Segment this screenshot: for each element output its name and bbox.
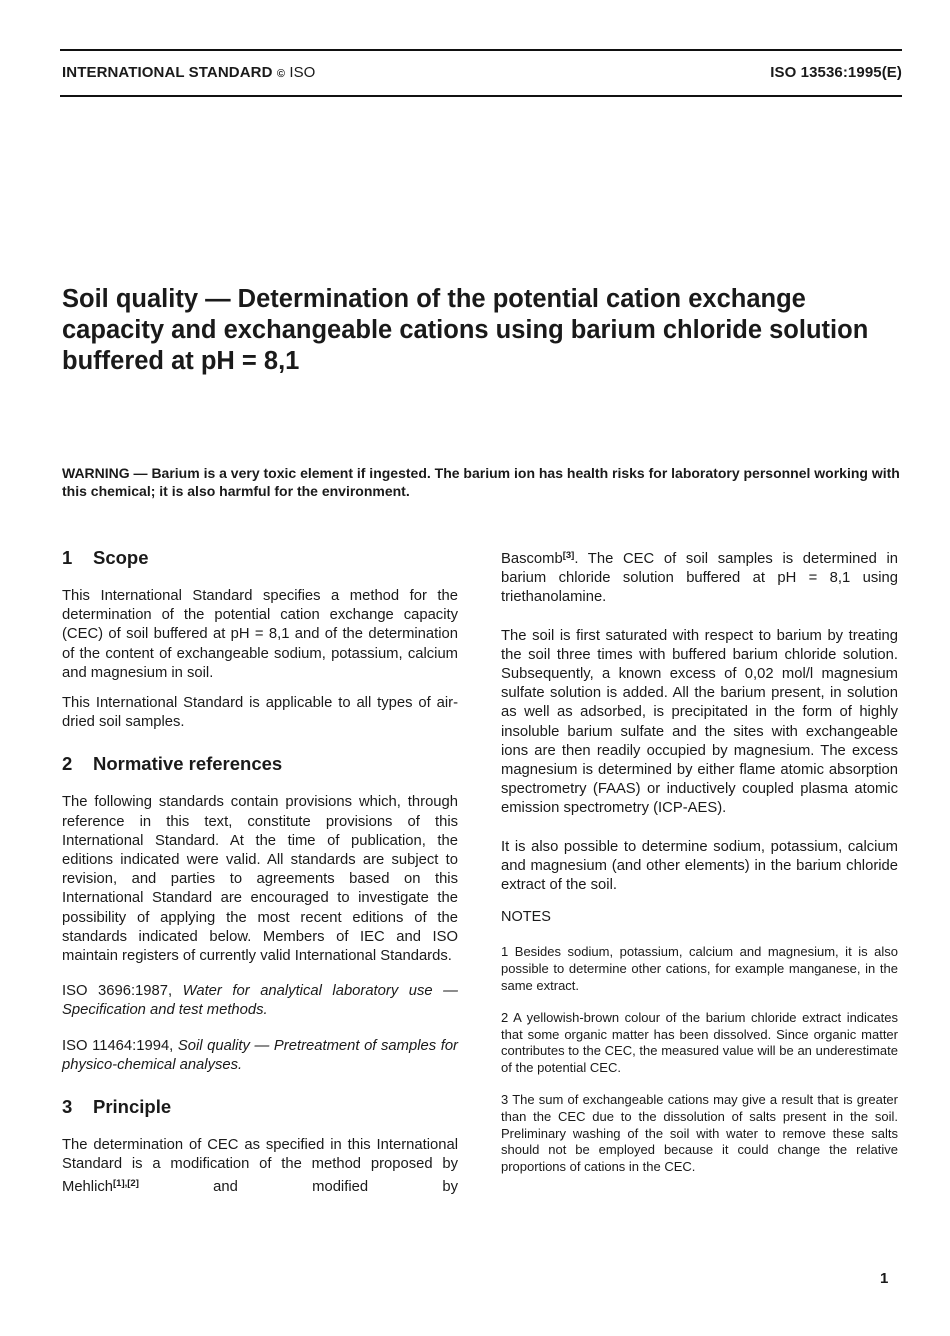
normative-intro: The following standards contain provisions which, through reference in this text, constitute provisions of this International Standard. At the time of publication, the editions indicated were valid. All standards are subject to revision, and parties to agreements based on this International Standard are encouraged to investigate the possibility of applying the most recent editions of the standards indicated below. Members of IEC and ISO maintain registers of currently valid International Standards.	[62, 794, 458, 965]
principle-paragraph: The soil is first saturated with respect to barium by treating the soil three times with buffered barium chloride solution. Subsequently, a known excess of 0,02 mol/l magnesium sulfate solution is added. All the barium present, in solution as well as adsorbed, is precipitated in the form of highly insoluble barium sulfate and the sites with exchangeable ions are then readily occupied by magnesium. The excess magnesium is determined by either flame atomic absorption spectrometry (FAAS) or inductively coupled plasma atomic emission spectrometry (ICP-AES).	[501, 627, 898, 817]
header-org: ISO	[289, 64, 316, 81]
principle-paragraph: The determination of CEC as specified in this International Standard is a modification of the method proposed by Mehlich[1],[2] and modified by	[62, 1137, 458, 1196]
citation-ref: [1],[2]	[113, 1178, 139, 1190]
principle-paragraph: It is also possible to determine sodium, potassium, calcium and magnesium (and other elements) in the barium chloride extract of the soil.	[501, 838, 898, 894]
citation-ref: [3]	[562, 550, 575, 561]
header-left	[62, 64, 315, 81]
normative-reference: ISO 11464:1994, Soil quality — Pretreatment of samples for physico-chemical analyses.	[62, 1037, 458, 1073]
page-number: 1	[880, 1270, 889, 1287]
notes-label: NOTES	[501, 909, 551, 926]
scope-paragraph: This International Standard is applicable to all types of air-dried soil samples.	[62, 695, 458, 731]
scope-paragraph: This International Standard specifies a method for the determination of the potential cation exchange capacity (CEC) of soil buffered at pH = 8,1 and of the determination of the content of exchangeable sodium, potassium, calcium and magnesium in soil.	[62, 588, 458, 681]
header-top-rule	[60, 49, 902, 51]
left-column	[62, 544, 458, 1209]
right-column	[501, 546, 898, 1191]
normative-reference: ISO 3696:1987, Water for analytical laboratory use — Specification and test methods.	[62, 983, 458, 1019]
header-bottom-rule	[60, 95, 902, 97]
section-heading-principle: 3 Principle	[62, 1096, 172, 1118]
note-item: 3 The sum of exchangeable cations may give a result that is greater than the CEC due to the dissolution of salts present in the soil. Preliminary washing of the soil with water to remove these salts should not be employed because it could change the relative proportions of cations in the CEC.	[501, 1092, 898, 1175]
note-item: 2 A yellowish-brown colour of the barium chloride extract indicates that some organic matter has been dissolved. Since organic matter contributes to the CEC, the measured value will be an underestimate of the potential CEC.	[501, 1009, 898, 1076]
section-heading-scope: 1 Scope	[62, 547, 149, 568]
standard-number: ISO 13536:1995(E)	[770, 64, 902, 81]
principle-paragraph: Bascomb[3]. The CEC of soil samples is determined in barium chloride solution buffered at pH = 8,1 using triethanolamine.	[501, 550, 898, 606]
copyright-symbol: ©	[276, 68, 286, 80]
header-label: INTERNATIONAL STANDARD	[62, 64, 273, 81]
section-heading-normative: 2 Normative references	[62, 753, 283, 775]
document-title: Soil quality — Determination of the potential cation exchange capacity and exchangeable cations using barium chloride solution buffered at pH = 8,1	[62, 285, 869, 375]
note-item: 1 Besides sodium, potassium, calcium and magnesium, it is also possible to determine other cations, for example manganese, in the same extract.	[501, 944, 898, 994]
warning-notice: WARNING — Barium is a very toxic element if ingested. The barium ion has health risks for laboratory personnel working with this chemical; it is also harmful for the environment.	[62, 465, 900, 499]
